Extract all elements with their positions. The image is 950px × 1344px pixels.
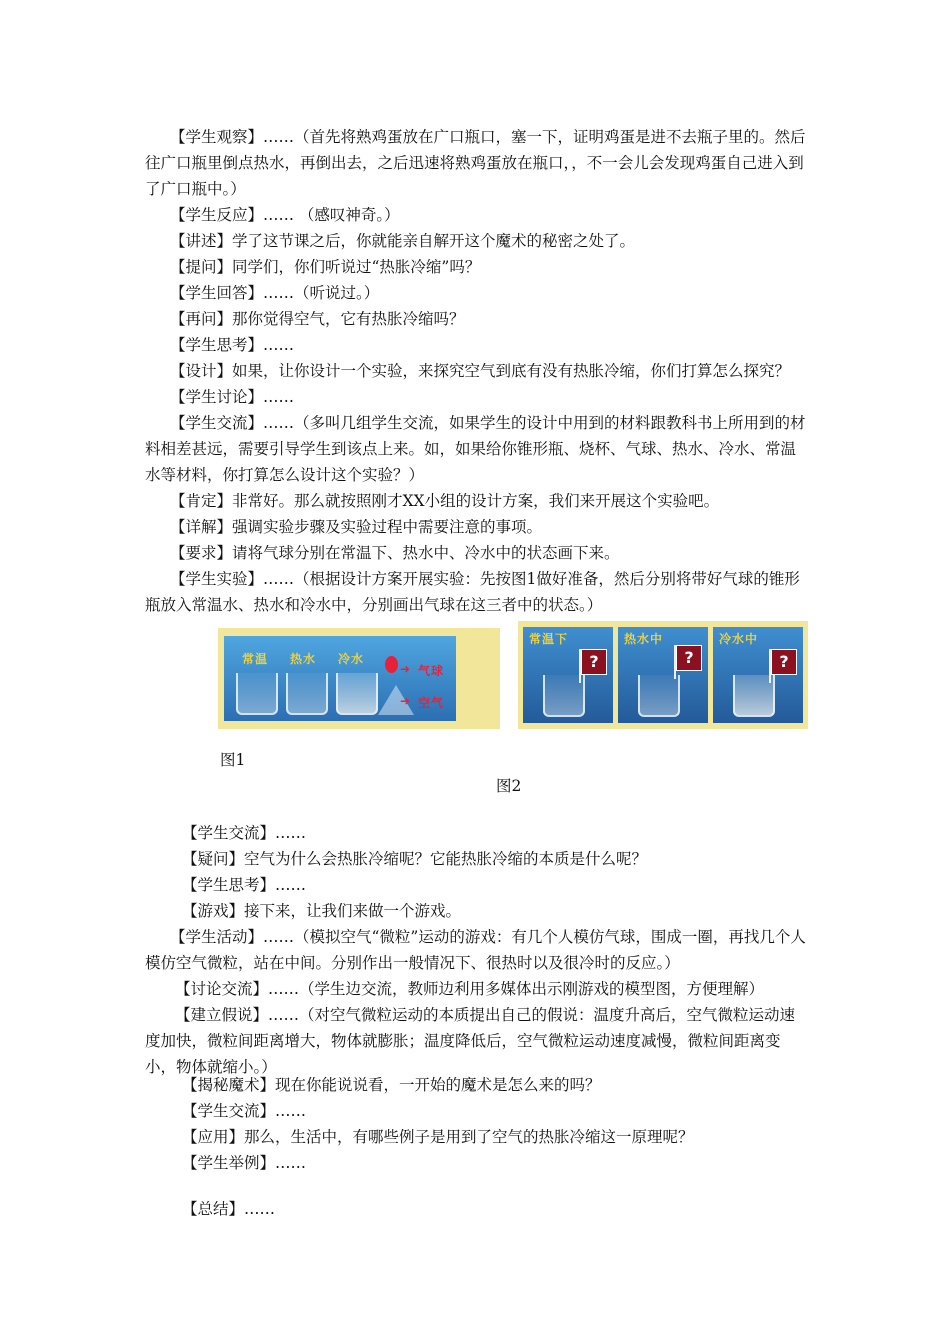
- paragraph-student-thinking: 【学生思考】……: [170, 336, 295, 354]
- paragraph-student-activity: 【学生活动】……（模拟空气“微粒”运动的游戏：有几个人模仿气球，围成一圈，再找几个人模仿空气微粒，站在中间。分别作出一般情况下、很热时以及很冷时的反应。）: [145, 928, 806, 972]
- figure-2: [518, 621, 808, 729]
- label-room-temp: 常温: [242, 652, 269, 666]
- label-hot-state: 热水中: [624, 632, 664, 646]
- paragraph-student-observation: 【学生观察】……（首先将熟鸡蛋放在广口瓶口，塞一下，证明鸡蛋是进不去瓶子里的。然后往广口瓶里倒点热水，再倒出去，之后迅速将熟鸡蛋放在瓶口，，不一会儿会发现鸡蛋自己进入到了广口瓶中。）: [145, 128, 806, 198]
- beaker-room-temp-state: [543, 675, 585, 717]
- paragraph-application: 【应用】那么，生活中，有哪些例子是用到了空气的热胀冷缩这一原理呢？: [182, 1128, 694, 1146]
- label-cold-state: 冷水中: [719, 632, 759, 646]
- figure-2-room-temp: [523, 627, 613, 723]
- beaker-cold: [336, 673, 378, 715]
- paragraph-question: 【提问】同学们，你们听说过“热胀冷缩”吗？: [170, 258, 481, 276]
- paragraph-student-thinking-2: 【学生思考】……: [182, 876, 307, 894]
- label-cold-water: 冷水: [338, 652, 365, 666]
- paragraph-student-discussion: 【学生讨论】……: [170, 388, 295, 406]
- figure-2-caption: 图2: [496, 777, 522, 795]
- paragraph-requirement: 【要求】请将气球分别在常温下、热水中、冷水中的状态画下来。: [170, 544, 620, 562]
- figure-2-hot: [618, 627, 708, 723]
- paragraph-explain: 【详解】强调实验步骤及实验过程中需要注意的事项。: [170, 518, 543, 536]
- paragraph-student-reaction: 【学生反应】…… （感叹神奇。）: [170, 206, 400, 224]
- paragraph-student-exchange-3: 【学生交流】……: [182, 1102, 307, 1120]
- paragraph-affirm: 【肯定】非常好。那么就按照刚才XX小组的设计方案，我们来开展这个实验吧。: [170, 492, 720, 510]
- figure-2-cold: [713, 627, 803, 723]
- paragraph-student-experiment: 【学生实验】……（根据设计方案开展实验：先按图1做好准备，然后分别将带好气球的锥形瓶放入常温水、热水和冷水中，分别画出气球在这三者中的状态。）: [145, 570, 800, 614]
- paragraph-discussion-exchange: 【讨论交流】……（学生边交流，教师边利用多媒体出示刚游戏的模型图，方便理解）: [175, 980, 765, 998]
- beaker-hot-state: [638, 675, 680, 717]
- question-mark-icon: ?: [676, 645, 702, 671]
- arrow-icon: ➜: [400, 694, 411, 708]
- balloon-icon: [385, 656, 398, 673]
- paragraph-reveal-magic: 【揭秘魔术】现在你能说说看，一开始的魔术是怎么来的吗？: [182, 1076, 601, 1094]
- question-mark-icon: ?: [771, 649, 797, 675]
- paragraph-doubt: 【疑问】空气为什么会热胀冷缩呢？它能热胀冷缩的本质是什么呢？: [182, 850, 648, 868]
- paragraph-student-answer: 【学生回答】……（听说过。）: [170, 284, 380, 302]
- paragraph-student-exchange-2: 【学生交流】……: [182, 824, 307, 842]
- paragraph-student-exchange: 【学生交流】……（多叫几组学生交流，如果学生的设计中用到的材料跟教科书上所用到的材料相差甚远，需要引导学生到该点上来。如，如果给你锥形瓶、烧杯、气球、热水、冷水、常温水等材料，你打算怎么设计这个实验？）: [145, 414, 806, 484]
- figure-1-caption: 图1: [220, 751, 246, 769]
- paragraph-ask-again: 【再问】那你觉得空气，它有热胀冷缩吗？: [170, 310, 465, 328]
- beaker-room-temp: [236, 673, 278, 715]
- beaker-hot: [286, 673, 328, 715]
- beaker-cold-state: [733, 675, 775, 717]
- paragraph-game: 【游戏】接下来，让我们来做一个游戏。: [182, 902, 462, 920]
- question-mark-icon: ?: [581, 649, 607, 675]
- paragraph-narration: 【讲述】学了这节课之后，你就能亲自解开这个魔术的秘密之处了。: [170, 232, 636, 250]
- paragraph-student-examples: 【学生举例】……: [182, 1154, 307, 1172]
- label-room-temp-state: 常温下: [529, 632, 569, 646]
- paragraph-hypothesis: 【建立假说】……（对空气微粒运动的本质提出自己的假说：温度升高后，空气微粒运动速度加快，微粒间距离增大，物体就膨胀；温度降低后，空气微粒运动速度减慢，微粒间距离变小，物体就缩小。）: [145, 1006, 796, 1076]
- label-balloon: 气球: [418, 664, 445, 678]
- figure-1: [218, 628, 500, 729]
- paragraph-summary: 【总结】……: [182, 1200, 276, 1218]
- label-hot-water: 热水: [290, 652, 317, 666]
- paragraph-design: 【设计】如果，让你设计一个实验，来探究空气到底有没有热胀冷缩，你们打算怎么探究？: [170, 362, 791, 380]
- label-air: 空气: [418, 696, 445, 710]
- arrow-icon: ➜: [400, 662, 411, 676]
- figure-1-photo: [224, 636, 456, 721]
